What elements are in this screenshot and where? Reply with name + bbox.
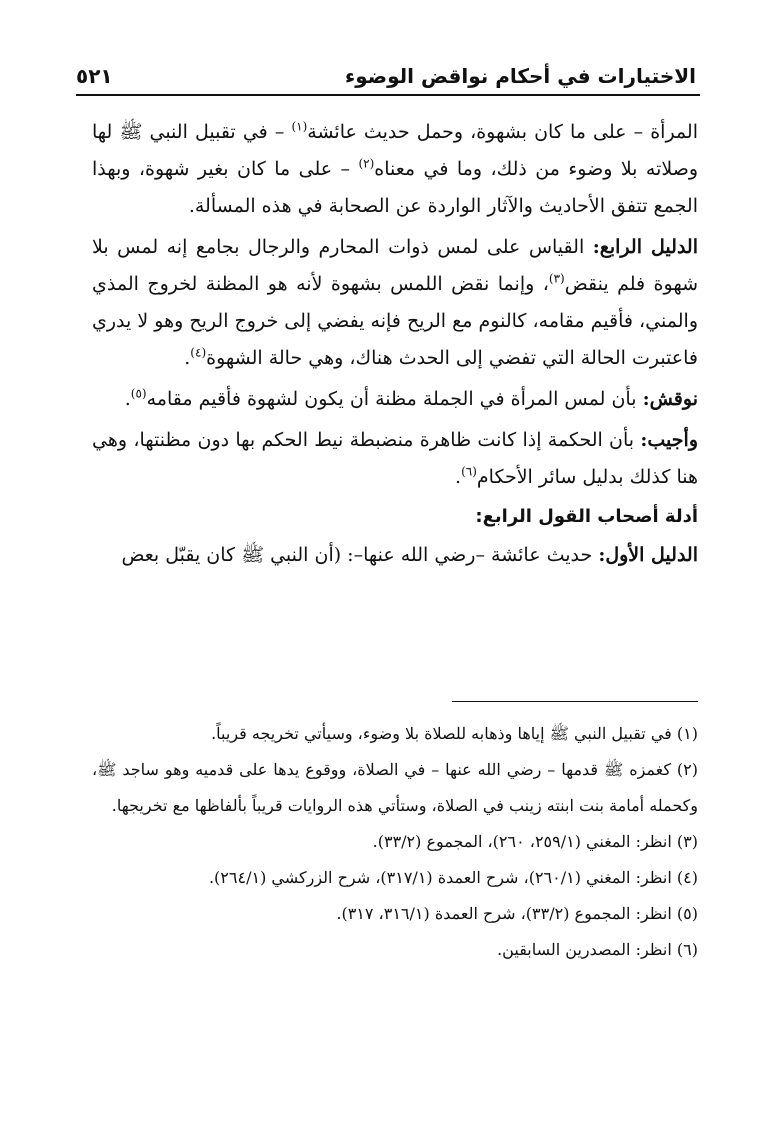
paragraph-lead: وأجيب: (640, 429, 698, 451)
paragraph-text: – في تقبيل النبي ﷺ لها وصلاته بلا وضوء من ذلك، وما في معناه (92, 121, 698, 180)
paragraph-lead: نوقش: (642, 388, 698, 410)
footnote-ref-4: (٤) (190, 345, 207, 360)
footnotes (92, 716, 698, 968)
paragraph-evidence-1 (92, 537, 698, 574)
paragraph-evidence-4 (92, 229, 698, 377)
paragraph-reply (92, 422, 698, 496)
paragraph-lead: الدليل الأول: (598, 544, 698, 566)
paragraph-1 (92, 114, 698, 225)
paragraph-text: المرأة – على ما كان بشهوة، وحمل حديث عائشة (307, 121, 698, 143)
paragraph-text: ، وإنما نقض اللمس بشهوة لأنه هو المظنة لخروج المذي والمني، فأقيم مقامه، كالنوم مع الريح فإنه يفضي إلى خروج الريح وهو لا يدري فاعتبرت الحالة التي تفضي إلى الحدث هناك، وهي حالة الشهوة (92, 273, 698, 369)
paragraph-objection (92, 381, 698, 418)
paragraph-text: القياس على لمس ذوات المحارم والرجال بجامع إنه لمس بلا شهوة فلم ينقض (92, 236, 698, 295)
paragraph-text: . (184, 347, 191, 369)
footnote-ref-2: (٢) (358, 156, 375, 171)
footnote-6: (٦) انظر: المصدرين السابقين. (497, 940, 698, 959)
paragraph-text: بأن الحكمة إذا كانت ظاهرة منضبطة نيط الحكم بها دون مظنتها، وهي هنا كذلك بدليل سائر الأحكام (92, 429, 698, 488)
footnote-ref-1: (١) (291, 119, 308, 134)
footnote-separator (452, 701, 698, 702)
header-rule (76, 94, 700, 96)
paragraph-lead: الدليل الرابع: (592, 236, 699, 258)
footnote-4: (٤) انظر: المغني (٢٦٠/١)، شرح العمدة (٣١٧/١)، شرح الزركشي (٢٦٤/١). (208, 868, 698, 887)
footnote-5: (٥) انظر: المجموع (٣٣/٢)، شرح العمدة (٣١٦/١، ٣١٧). (336, 904, 698, 923)
page-header (76, 62, 696, 92)
footnote-ref-5: (٥) (130, 386, 147, 401)
running-title: الاختيارات في أحكام نواقض الوضوء (345, 64, 696, 88)
main-text (92, 114, 698, 574)
paragraph-text: . (124, 388, 131, 410)
paragraph-text: بأن لمس المرأة في الجملة مظنة أن يكون لشهوة فأقيم مقامه (146, 388, 637, 410)
footnote-ref-3: (٣) (548, 271, 565, 286)
page-number: ٥٢١ (76, 64, 113, 88)
footnote-3: (٣) انظر: المغني (٢٥٩/١، ٢٦٠)، المجموع (٣٣/٢). (372, 832, 698, 851)
footnote-ref-6: (٦) (461, 464, 477, 479)
paragraph-text: – على ما كان بغير شهوة، وبهذا الجمع تتفق الأحاديث والآثار الواردة عن الصحابة في هذه المسألة. (92, 158, 698, 217)
paragraph-text: حديث عائشة –رضي الله عنها–: (أن النبي ﷺ كان يقبّل بعض (121, 544, 593, 566)
footnote-1: (١) في تقبيل النبي ﷺ إياها وذهابه للصلاة بلا وضوء، وسيأتي تخريجه قريباً. (211, 724, 698, 743)
paragraph-text: . (455, 466, 462, 488)
footnote-2: (٢) كغمزه ﷺ قدمها – رضي الله عنها – في الصلاة، ووقوع يدها على قدميه وهو ساجد ﷺ، وكحمله أمامة بنت ابنته زينب في الصلاة، وستأتي هذه الروايات قريباً بألفاظها مع تخريجها. (92, 760, 698, 815)
section-heading: أدلة أصحاب القول الرابع: (475, 506, 698, 527)
